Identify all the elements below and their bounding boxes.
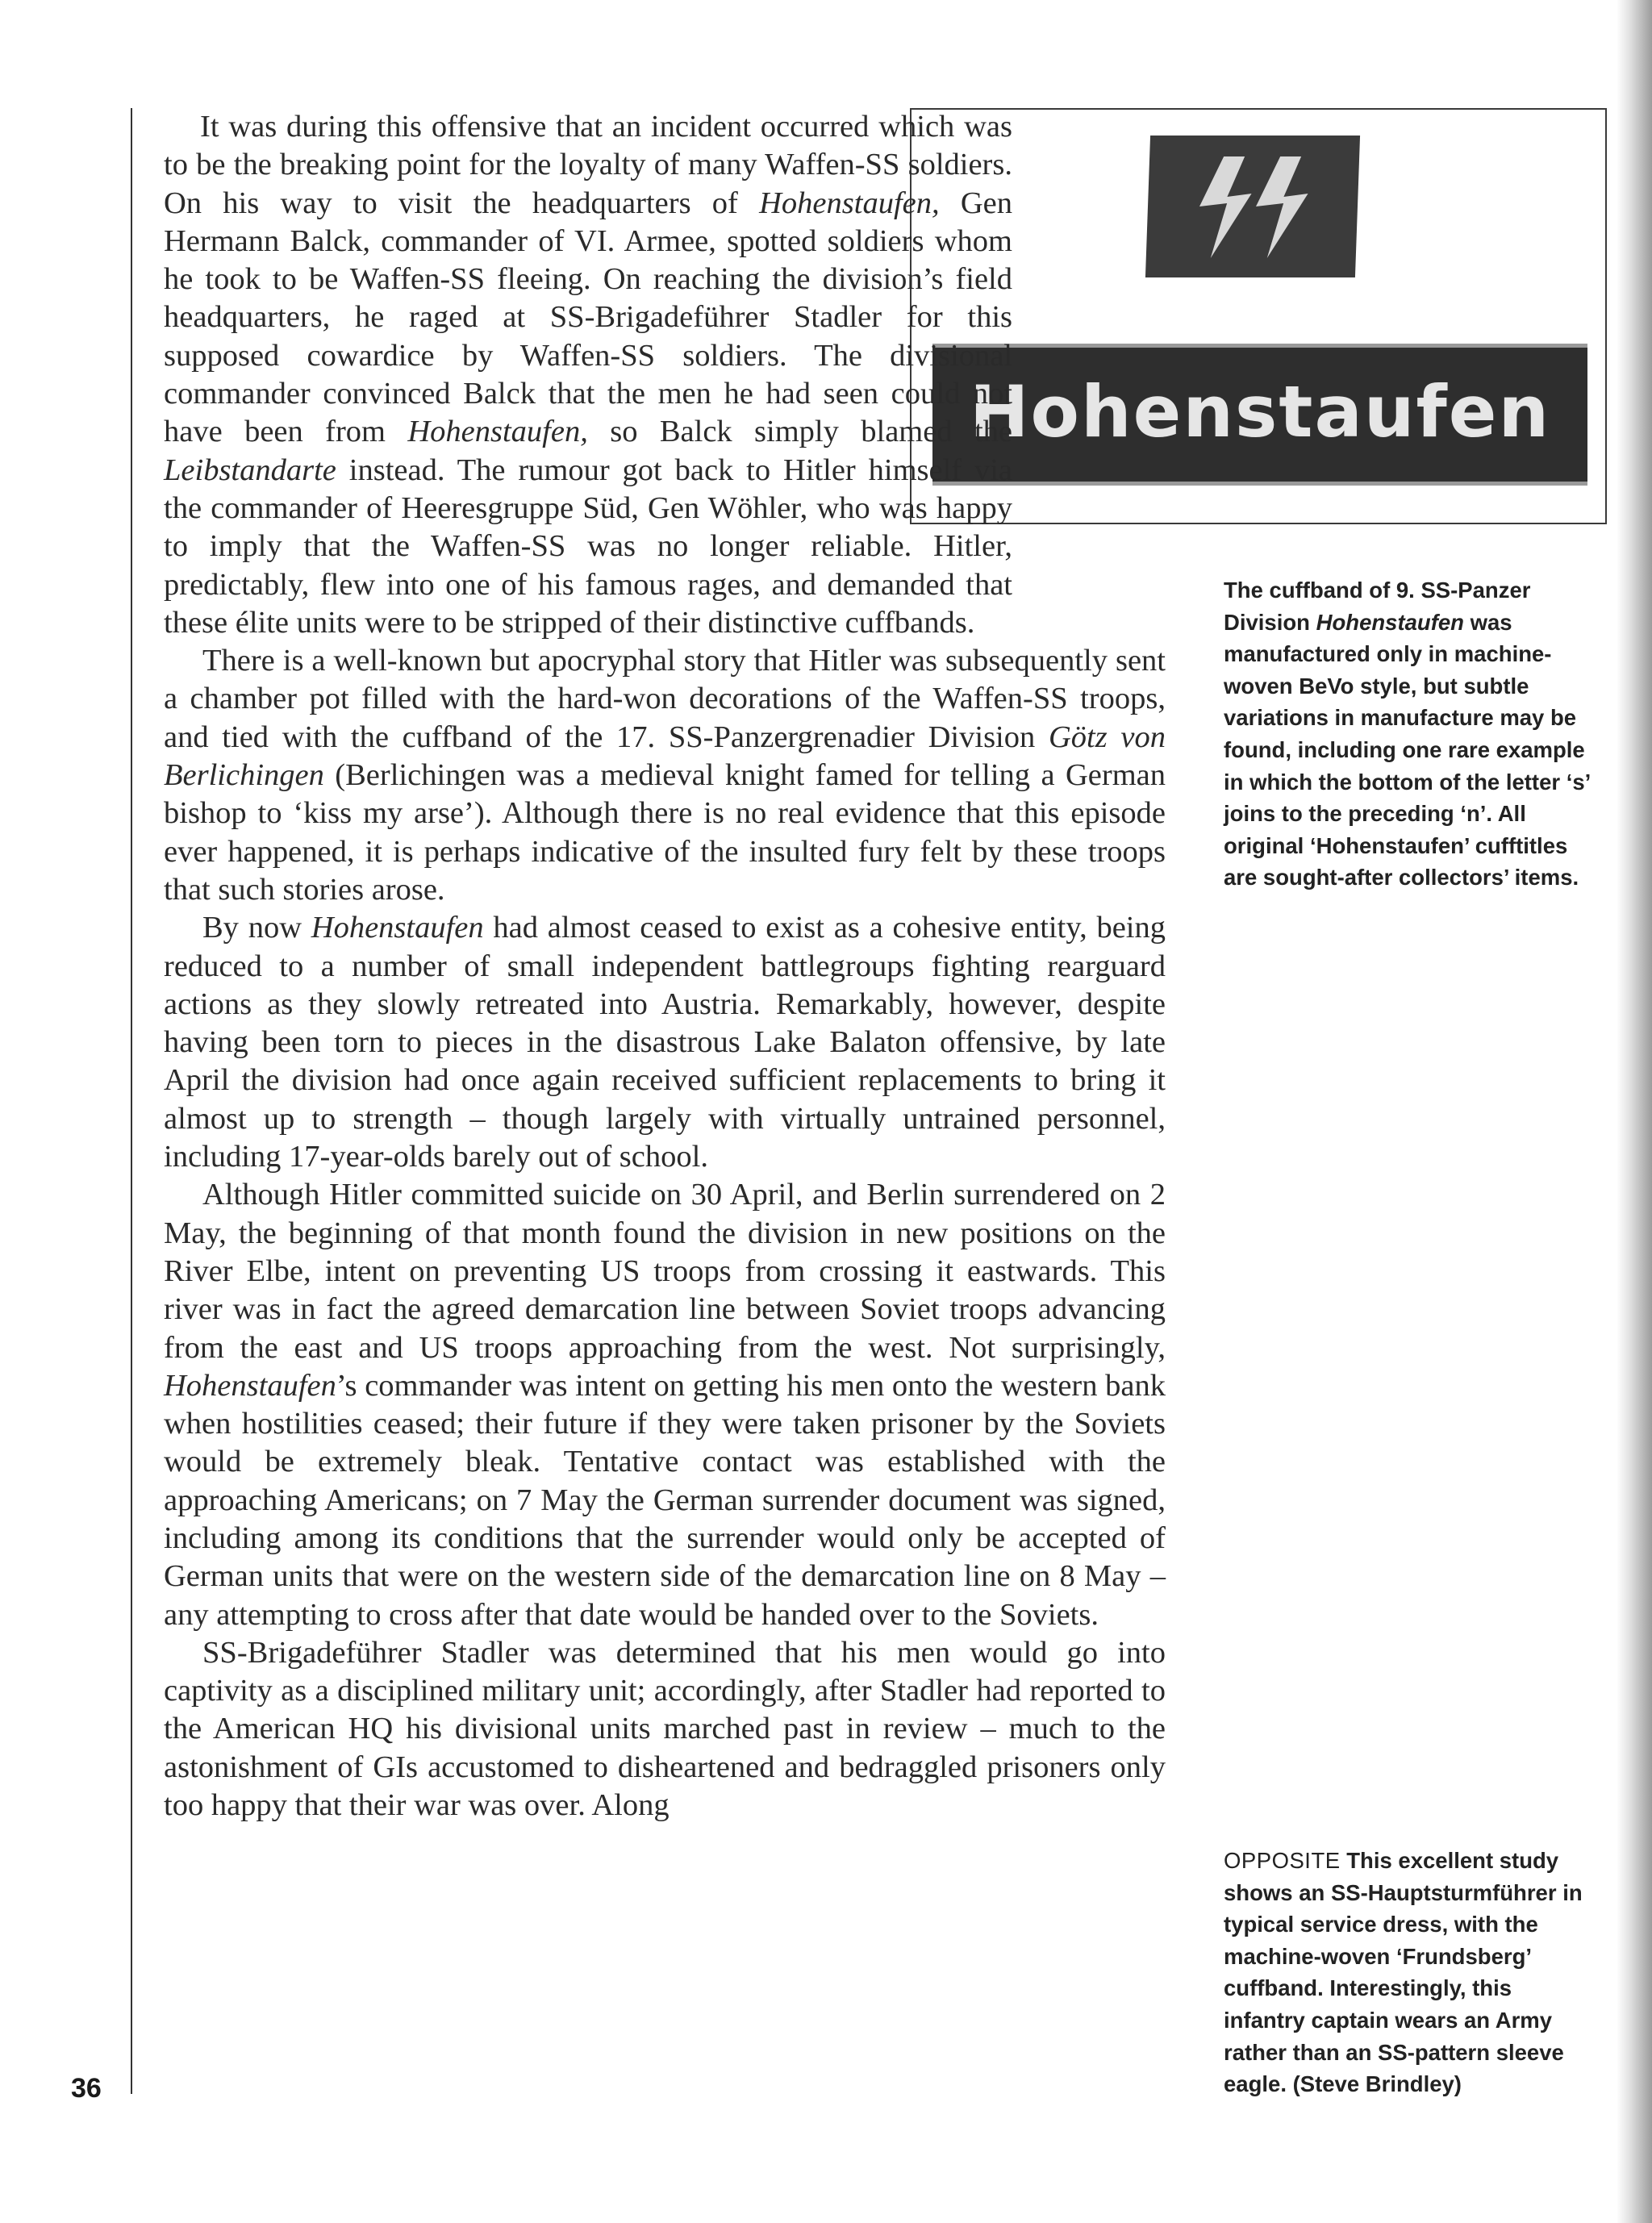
caption-italic: Hohenstaufen (1316, 609, 1464, 635)
paragraph: It was during this offensive that an incident occurred which was to be the breaking point for the loyalty of many Waffen-SS soldiers. On his way to visit the headquarters of Hohenstaufen, Gen Hermann Balck, commander of VI. Armee, spotted soldiers whom he took to be Waffen-SS fleeing. On reaching the division’s field headquarters, he raged at SS-Brigadeführer Stadler for this supposed cowardice by Waffen-SS soldiers. The divisional commander convinced Balck that the men he had seen could not have been from Hohenstaufen, so Balck simply blamed the Leibstandarte instead. The rumour got back to Hitler himself via the commander of Heeresgruppe Süd, Gen Wöhler, who was happy to imply that the Waffen-SS was no longer reliable. Hitler, predictably, flew into one of his famous rages, and demanded that these élite units were to be stripped of their distinctive cuffbands. (164, 110, 1012, 640)
cuffband-caption (1224, 574, 1595, 894)
figure-float-space (1012, 108, 1166, 569)
caption-text: was manufactured only in machine-woven BeVo style, but subtle variations in manufacture may be found, including one rare example in which the bottom of the letter ‘s’ joins to the preceding ‘n’. All original ‘Hohenstaufen’ cufftitles are sought-after collectors’ items. (1224, 609, 1590, 890)
ss-runes-icon (1145, 136, 1360, 277)
cuffband-text: Hohenstaufen (969, 370, 1551, 453)
main-article (164, 108, 1166, 1825)
page-number: 36 (71, 2073, 102, 2104)
caption-lead: OPPOSITE (1224, 1848, 1341, 1873)
paragraph: Although Hitler committed suicide on 30 April, and Berlin surrendered on 2 May, the beginning of that month found the division in new positions on the River Elbe, intent on preventing US troops from crossing it eastwards. This river was in fact the agreed demarcation line between Soviet troops advancing from the east and US troops approaching from the west. Not surprisingly, Hohenstaufen’s commander was intent on getting his men onto the western bank when hostilities ceased; their future if they were taken prisoner by the Soviets would be extremely bleak. Tentative contact was established with the approaching Americans; on 7 May the German surrender document was signed, including among its conditions that the surrender would only be accepted of German units that were on the western side of the demarcation line on 8 May – any attempting to cross after that date would be handed over to the Soviets. (164, 1178, 1166, 1632)
caption-text: This excellent study shows an SS-Hauptsturmführer in typical service dress, with the machine-woven ‘Frundsberg’ cuffband. Interestingly, this infantry captain wears an Army rather than an SS-pattern sleeve eagle. (Steve Brindley) (1224, 1848, 1583, 2097)
paragraph: There is a well-known but apocryphal story that Hitler was subsequently sent a chamber pot filled with the hard-won decorations of the Waffen-SS troops, and tied with the cuffband of the 17. SS-Panzergrenadier Division Götz von Berlichingen (Berlichingen was a medieval knight famed for telling a German bishop to ‘kiss my arse’). Although there is no real evidence that this episode ever happened, it is perhaps indicative of the insulted fury felt by these troops that such stories arose. (164, 644, 1166, 907)
caption-text: The cuffband of 9. SS-Panzer Division (1224, 578, 1531, 635)
collar-patch (1145, 136, 1360, 277)
paragraph: SS-Brigadeführer Stadler was determined that his men would go into captivity as a disciplined military unit; accordingly, after Stadler had reported to the American HQ his divisional units marched past in review – much to the astonishment of GIs accustomed to disheartened and bedraggled prisoners only too happy that their war was over. Along (164, 1635, 1166, 1823)
page-edge-shadow (1617, 0, 1652, 2223)
paragraph: By now Hohenstaufen had almost ceased to exist as a cohesive entity, being reduced to a number of small independent battlegroups fighting rearguard actions as they slowly retreated into Austria. Remarkably, however, despite having been torn to pieces in the disastrous Lake Balaton offensive, by late April the division had once again received sufficient replacements to bring it almost up to strength – though largely with virtually untrained personnel, including 17-year-olds barely out of school. (164, 911, 1166, 1174)
margin-rule (131, 108, 132, 2094)
opposite-caption (1224, 1845, 1595, 2100)
